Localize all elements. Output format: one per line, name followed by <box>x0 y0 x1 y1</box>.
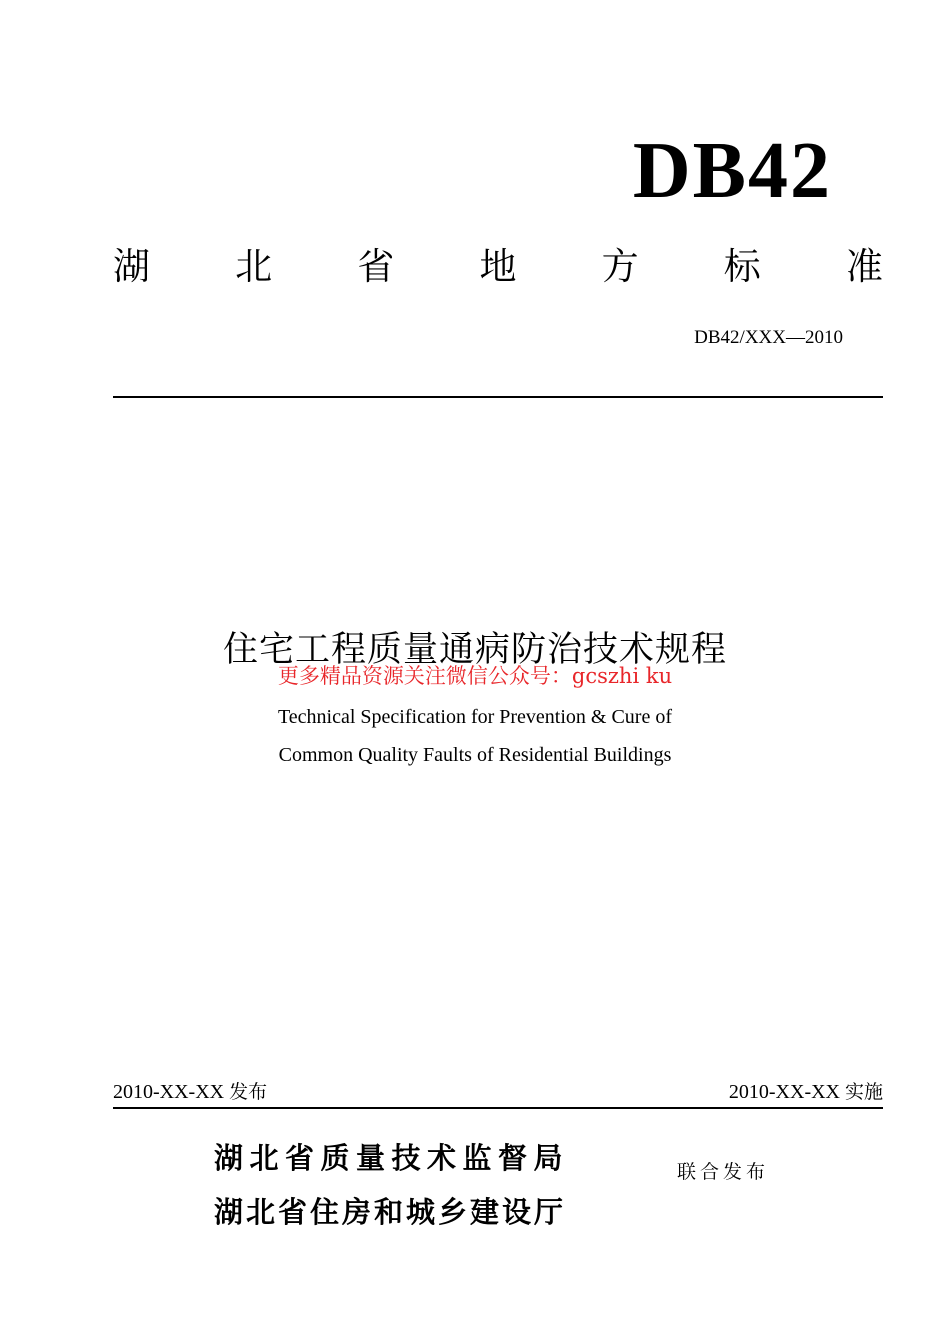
footer-divider <box>113 1107 883 1109</box>
standard-type-char: 省 <box>357 245 395 288</box>
effective-date <box>729 1079 883 1105</box>
standard-type-char: 标 <box>723 245 761 288</box>
standard-number: DB42/XXX—2010 <box>694 327 843 348</box>
issue-date-label: 发布 <box>229 1081 268 1103</box>
document-title-cn: 住宅工程质量通病防治技术规程 <box>222 630 727 670</box>
effective-date-value: 2010-XX-XX <box>728 1081 840 1103</box>
standard-code-heading: DB42 <box>632 127 832 215</box>
joint-issue-label: 联合发布 <box>677 1161 770 1183</box>
effective-date-label: 实施 <box>844 1081 883 1103</box>
standard-type-heading <box>113 244 883 290</box>
standard-type-char: 地 <box>479 245 517 288</box>
standard-type-char: 方 <box>601 245 639 288</box>
standard-type-char: 湖 <box>113 245 150 288</box>
issuer-housing-department: 湖北省住房和城乡建设厅 <box>214 1195 567 1229</box>
issuer-quality-bureau: 湖北省质量技术监督局 <box>214 1141 570 1175</box>
document-title-en-line2: Common Quality Faults of Residential Buildings <box>278 744 672 766</box>
document-title-en-line1: Technical Specification for Prevention & Cure of <box>277 706 673 728</box>
issue-date <box>113 1079 267 1105</box>
header-divider <box>113 396 883 398</box>
standard-type-char: 北 <box>235 245 273 288</box>
standard-type-char: 准 <box>845 245 883 288</box>
watermark-text: 更多精品资源关注微信公众号：gcszhi ku <box>277 664 673 688</box>
issue-date-value: 2010-XX-XX <box>113 1081 225 1103</box>
